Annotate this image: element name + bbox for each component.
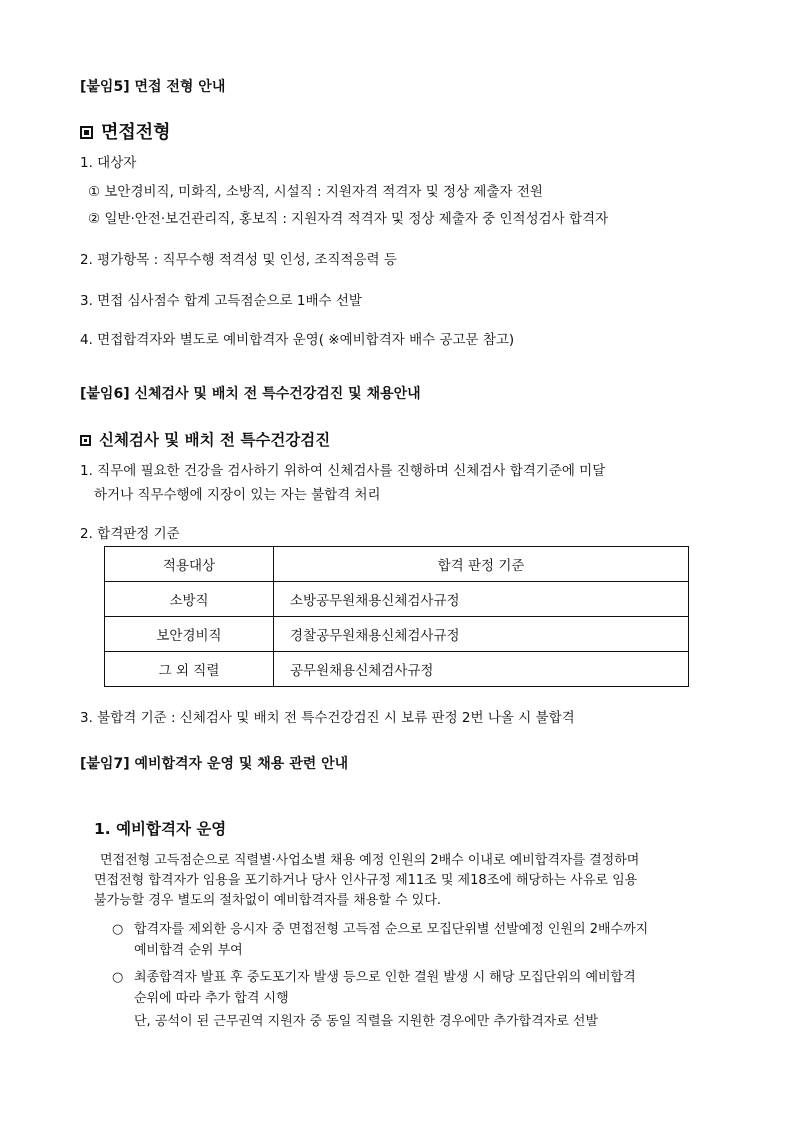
health-item1-line2: 하거나 직무수행에 지장이 있는 자는 불합격 처리 [94,487,381,503]
table-cell: 소방직 [105,582,274,617]
interview-reserve: 4. 면접합격자와 별도로 예비합격자 운영( ※예비합격자 배수 공고문 참고) [80,332,515,348]
reserve-para-line1: 면접전형 고득점순으로 직렬별·사업소별 채용 예정 인원의 2배수 이내로 예비합격자를 결정하며 [100,853,640,868]
table-header-cell: 합격 판정 기준 [274,547,689,582]
health-item3: 3. 불합격 기준 : 신체검사 및 배치 전 특수건강검진 시 보류 판정 2번 나올 시 불합격 [80,710,575,726]
reserve-bullet1-line2: 예비합격 순위 부여 [134,943,243,958]
attachment5-title: [붙임5] 면접 전형 안내 [80,79,226,95]
interview-target: 1. 대상자 [80,155,137,171]
table-row [105,652,689,687]
interview-heading [80,118,171,144]
reserve-bullet2 [112,966,636,985]
reserve-ops-heading: 1. 예비합격자 운영 [94,820,227,838]
table-cell: 공무원채용신체검사규정 [274,652,689,687]
reserve-para-line2: 면접전형 합격자가 임용을 포기하거나 당사 인사규정 제11조 및 제18조에 해당하는 사유로 임용 [94,873,638,888]
reserve-bullet1-line1: 합격자를 제외한 응시자 중 면접전형 고득점 순으로 모집단위별 선발예정 인원의 2배수까지 [134,922,649,937]
table-row [105,617,689,652]
pass-criteria-table [104,546,689,687]
health-heading [80,428,330,450]
interview-heading-text: 면접전형 [101,122,171,143]
square-bullet-icon [80,126,93,139]
interview-target-sub2: ② 일반·안전·보건관리직, 홍보직 : 지원자격 적격자 및 정상 제출자 중 인적성검사 합격자 [88,211,609,227]
table-cell: 그 외 직렬 [105,652,274,687]
table-cell: 경찰공무원채용신체검사규정 [274,617,689,652]
reserve-para-line3: 불가능할 경우 별도의 절차없이 예비합격자를 채용할 수 있다. [94,893,442,908]
health-item1-line1: 1. 직무에 필요한 건강을 검사하기 위하여 신체검사를 진행하며 신체검사 합격기준에 미달 [80,463,606,479]
table-header-cell: 적용대상 [105,547,274,582]
reserve-bullet2-line1: 최종합격자 발표 후 중도포기자 발생 등으로 인한 결원 발생 시 해당 모집단위의 예비합격 [134,970,636,985]
interview-target-sub1: ① 보안경비직, 미화직, 소방직, 시설직 : 지원자격 적격자 및 정상 제출자 전원 [88,184,543,200]
table-row [105,582,689,617]
health-item2: 2. 합격판정 기준 [80,526,180,542]
reserve-bullet2-line3: 단, 공석이 된 근무권역 지원자 중 동일 직렬을 지원한 경우에만 추가합격자로 선발 [134,1014,599,1029]
attachment7-title: [붙임7] 예비합격자 운영 및 채용 관련 안내 [80,756,349,772]
circle-bullet-icon: ○ [112,970,124,985]
square-bullet-icon [80,435,91,446]
table-header-row [105,547,689,582]
reserve-bullet2-line2: 순위에 따라 추가 합격 시행 [134,991,289,1006]
reserve-bullet1 [112,918,648,937]
health-heading-text: 신체검사 및 배치 전 특수건강검진 [99,431,331,449]
table-cell: 보안경비직 [105,617,274,652]
interview-eval-items: 2. 평가항목 : 직무수행 적격성 및 인성, 조직적응력 등 [80,252,397,268]
circle-bullet-icon: ○ [112,922,124,937]
interview-selection: 3. 면접 심사점수 합계 고득점순으로 1배수 선발 [80,293,362,309]
attachment6-title: [붙임6] 신체검사 및 배치 전 특수건강검진 및 채용안내 [80,386,421,402]
table-cell: 소방공무원채용신체검사규정 [274,582,689,617]
